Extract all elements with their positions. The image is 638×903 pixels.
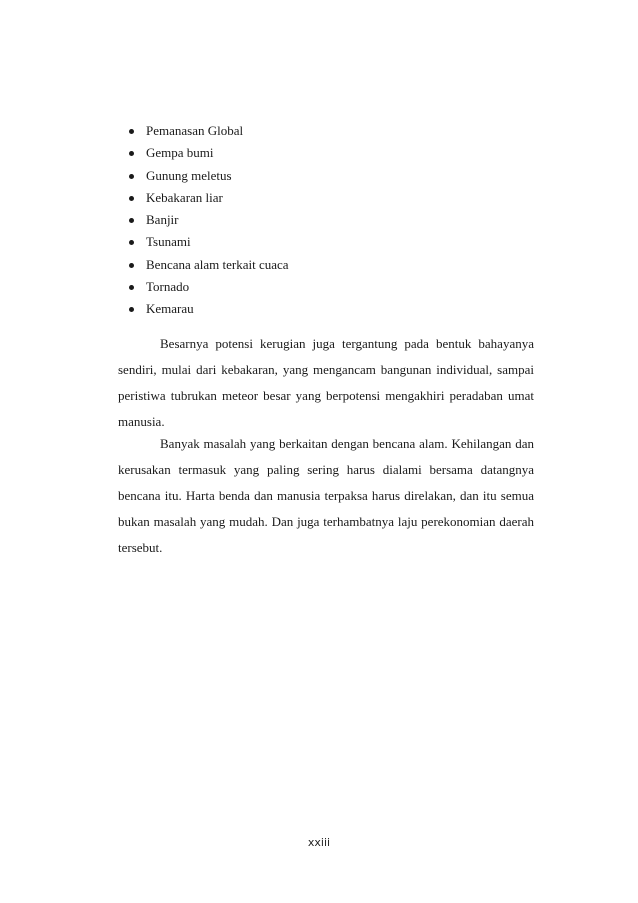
list-item-text: Bencana alam terkait cuaca — [146, 256, 289, 272]
list-item-text: Kebakaran liar — [146, 189, 223, 205]
list-item — [124, 143, 289, 165]
bullet-icon — [129, 240, 134, 245]
bullet-icon — [129, 307, 134, 312]
bullet-icon — [129, 174, 134, 179]
bullet-icon — [129, 151, 134, 156]
bullet-icon — [129, 218, 134, 223]
bullet-icon — [129, 196, 134, 201]
bullet-icon — [129, 263, 134, 268]
list-item-text: Banjir — [146, 212, 179, 227]
list-item-text: Tornado — [146, 278, 190, 294]
page-number: xxiii — [307, 836, 331, 849]
body-paragraph: Banyak masalah yang berkaitan dengan bencana alam. Kehilangan dan kerusakan termasuk yang paling sering harus dialami bersama datangnya bencana itu. Harta benda dan manusia terpaksa harus direlakan, dan itu semua bukan masalah yang mudah. Dan juga terhambatnya laju perekonomian daerah tersebut. — [118, 436, 534, 555]
list-item-text: Gempa bumi — [146, 145, 214, 161]
list-item — [124, 232, 289, 254]
list-item — [124, 277, 289, 299]
disaster-list — [124, 121, 289, 321]
body-paragraph: Besarnya potensi kerugian juga tergantung pada bentuk bahayanya sendiri, mulai dari kebakaran, yang mengancam bangunan individual, sampai peristiwa tubrukan meteor besar yang berpotensi mengakhiri peradaban umat manusia. — [118, 336, 534, 429]
list-item-text: Gunung meletus — [146, 167, 232, 183]
bullet-icon — [129, 285, 134, 290]
list-item — [124, 188, 289, 210]
list-item — [124, 121, 289, 143]
list-item-text: Kemarau — [146, 301, 194, 316]
list-item — [124, 166, 289, 188]
list-item — [124, 210, 289, 232]
bullet-icon — [129, 129, 134, 134]
list-item-text: Pemanasan Global — [146, 123, 244, 138]
list-item-text: Tsunami — [146, 234, 191, 250]
list-item — [124, 255, 289, 277]
list-item — [124, 299, 289, 321]
